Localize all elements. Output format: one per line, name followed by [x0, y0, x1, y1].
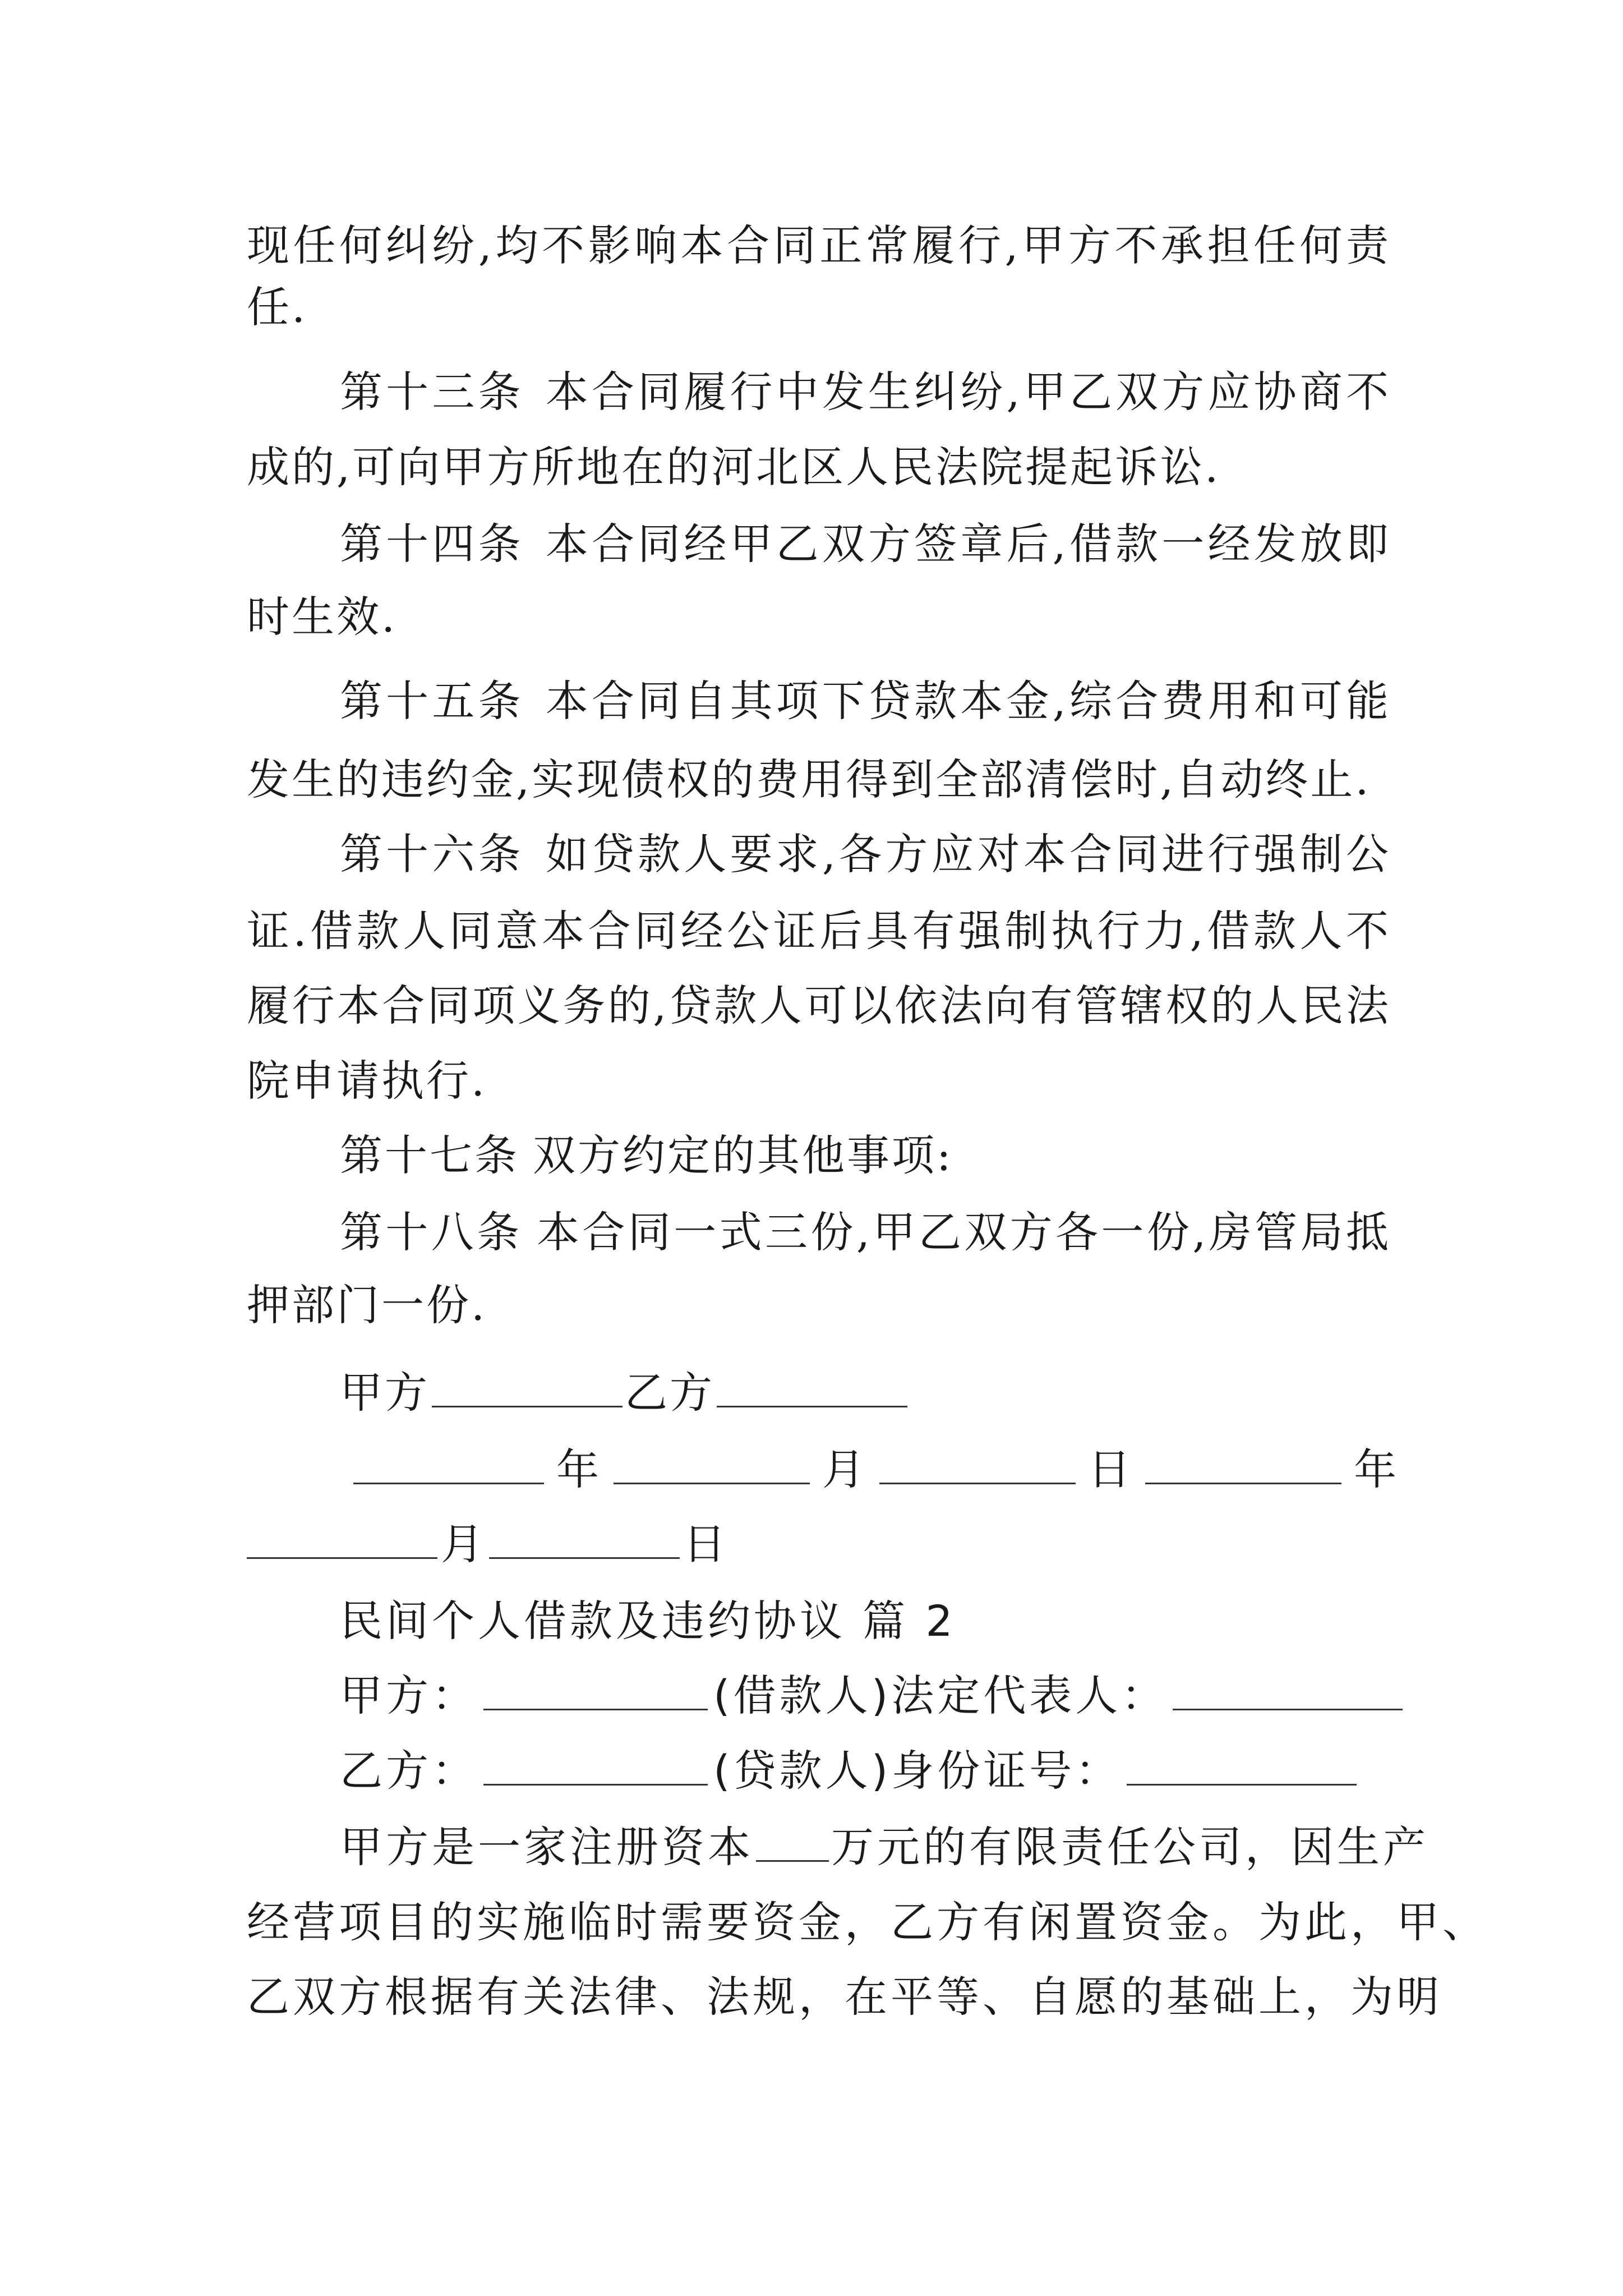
article-13: [340, 358, 1391, 426]
article-17-head: 第十七条: [340, 1130, 519, 1180]
text-line: 押部门一份.: [247, 1280, 487, 1330]
article-15-text: 本合同自其项下贷款本金,综合费用和可能: [544, 676, 1391, 726]
intro-text-1b: 万元的有限责任公司，因生产: [831, 1822, 1429, 1872]
day-blank-2[interactable]: [489, 1513, 680, 1559]
article-16-text: 如贷款人要求,各方应对本合同进行强制公: [544, 829, 1391, 879]
year-label: 年: [556, 1444, 601, 1494]
party-a-role: (借款人)法定代表人：: [713, 1671, 1168, 1720]
intro-text-1a: 甲方是一家注册资本: [340, 1822, 754, 1872]
article-14-text: 本合同经甲乙双方签章后,借款一经发放即: [544, 519, 1391, 569]
text-line: 乙双方根据有关法律、法规，在平等、自愿的基础上，为明: [247, 1972, 1442, 2022]
text-line: 任.: [247, 282, 308, 332]
article-18-head: 第十八条: [340, 1207, 523, 1257]
text-line: 履行本合同项义务的,贷款人可以依法向有管辖权的人民法: [247, 981, 1391, 1030]
year-blank[interactable]: [353, 1439, 544, 1484]
day-blank[interactable]: [879, 1439, 1076, 1484]
article-15: [340, 668, 1391, 735]
party-a-name-blank[interactable]: [483, 1665, 708, 1710]
text-line: 发生的违约金,实现债权的费用得到全部清偿时,自动终止.: [247, 754, 1371, 804]
article-15-head: 第十五条: [340, 676, 524, 726]
article-18: [340, 1199, 1391, 1266]
party-b-signature-blank[interactable]: [717, 1362, 907, 1407]
date-line-1: [353, 1436, 1399, 1503]
article-17: [340, 1122, 1391, 1189]
text-line: 成的,可向甲方所地在的河北区人民法院提起诉讼.: [247, 442, 1221, 492]
text-line: 经营项目的实施临时需要资金，乙方有闲置资金。为此，甲、: [247, 1897, 1488, 1947]
party-a-row: [340, 1662, 1391, 1729]
party-b-label-2: 乙方：: [340, 1746, 478, 1796]
id-number-blank[interactable]: [1127, 1740, 1357, 1786]
party-b-label: 乙方: [625, 1368, 714, 1418]
date-line-2: [247, 1511, 1391, 1578]
text-line: 证.借款人同意本合同经公证后具有强制执行力,借款人不: [247, 906, 1391, 956]
article-16: [340, 821, 1391, 888]
month-label: 月: [822, 1444, 867, 1494]
section-title: 民间个人借款及违约协议 篇 2: [340, 1596, 956, 1646]
party-a-label: 甲方: [340, 1368, 430, 1418]
party-b-name-blank[interactable]: [483, 1740, 708, 1786]
year-blank-2[interactable]: [1145, 1439, 1341, 1484]
year-label-2: 年: [1354, 1444, 1399, 1494]
party-a-signature-blank[interactable]: [432, 1362, 623, 1407]
article-16-head: 第十六条: [340, 829, 524, 879]
legal-rep-blank[interactable]: [1173, 1665, 1403, 1710]
party-b-row: [340, 1737, 1391, 1805]
intro-line-1: [340, 1814, 1429, 1881]
text-line: 院申请执行.: [247, 1056, 487, 1106]
article-18-text: 本合同一式三份,甲乙双方各一份,房管局抵: [536, 1207, 1391, 1257]
month-blank[interactable]: [614, 1439, 810, 1484]
article-13-head: 第十三条: [340, 367, 524, 417]
text-line: 现任何纠纷,均不影响本合同正常履行,甲方不承担任何责: [247, 220, 1391, 270]
month-label-2: 月: [441, 1519, 486, 1569]
article-17-text: 双方约定的其他事项:: [533, 1130, 953, 1180]
signature-line: [340, 1359, 1391, 1427]
party-a-label-2: 甲方：: [340, 1671, 478, 1720]
capital-amount-blank[interactable]: [756, 1816, 829, 1862]
day-label: 日: [1088, 1444, 1133, 1494]
text-line: 时生效.: [247, 592, 398, 642]
article-14: [340, 510, 1391, 578]
month-blank-2[interactable]: [247, 1513, 437, 1559]
party-b-role: (贷款人)身份证号：: [713, 1746, 1122, 1796]
day-label-2: 日: [683, 1519, 728, 1569]
article-14-head: 第十四条: [340, 519, 524, 569]
article-13-text: 本合同履行中发生纠纷,甲乙双方应协商不: [544, 367, 1391, 417]
